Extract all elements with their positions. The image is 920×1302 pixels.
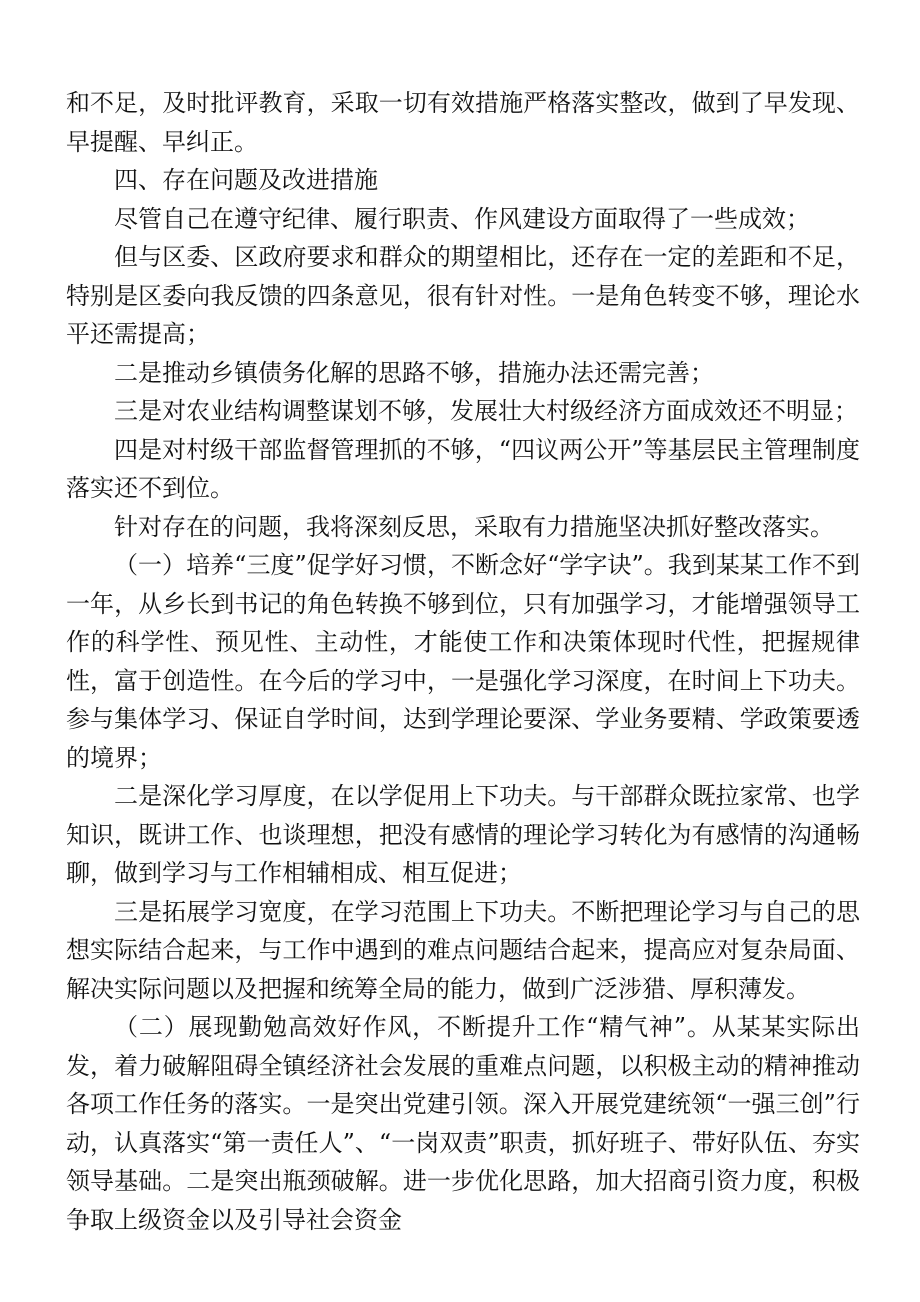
paragraph-subsection-1: （一）培养“三度”促学好习惯，不断念好“学字诀”。我到某某工作不到一年，从乡长到书记的角色转换不够到位，只有加强学习，才能增强领导工作的科学性、预见性、主动性，才能使工作和决策体现时代性，把握规律性，富于创造性。在今后的学习中，一是强化学习深度，在时间上下功夫。参与集体学习、保证自学时间，达到学理论要深、学业务要精、学政策要透的境界；	[66, 551, 860, 772]
paragraph: 二是推动乡镇债务化解的思路不够，措施办法还需完善；	[114, 358, 714, 387]
paragraph-continuation: 和不足，及时批评教育，采取一切有效措施严格落实整改，做到了早发现、早提醒、早纠正。	[66, 89, 860, 156]
paragraph: 四是对村级干部监督管理抓的不够，“四议两公开”等基层民主管理制度落实还不到位。	[66, 435, 860, 502]
paragraph: 针对存在的问题，我将深刻反思，采取有力措施坚决抓好整改落实。	[114, 512, 834, 541]
section-heading-problems-and-measures: 四、存在问题及改进措施	[114, 166, 378, 194]
paragraph: 二是深化学习厚度，在以学促用上下功夫。与干部群众既拉家常、也学知识，既讲工作、也谈理想，把没有感情的理论学习转化为有感情的沟通畅聊，做到学习与工作相辅相成、相互促进；	[66, 782, 860, 887]
paragraph: 三是拓展学习宽度，在学习范围上下功夫。不断把理论学习与自己的思想实际结合起来，与工作中遇到的难点问题结合起来，提高应对复杂局面、解决实际问题以及把握和统筹全局的能力，做到广泛涉猎、厚积薄发。	[66, 897, 860, 1003]
paragraph: 但与区委、区政府要求和群众的期望相比，还存在一定的差距和不足，特别是区委向我反馈的四条意见，很有针对性。一是角色转变不够，理论水平还需提高；	[66, 243, 860, 348]
paragraph: 三是对农业结构调整谋划不够，发展壮大村级经济方面成效还不明显；	[114, 397, 858, 425]
paragraph: 尽管自己在遵守纪律、履行职责、作风建设方面取得了一些成效；	[114, 204, 810, 233]
paragraph-subsection-2: （二）展现勤勉高效好作风，不断提升工作“精气神”。从某某实际出发，着力破解阻碍全镇经济社会发展的重难点问题，以积极主动的精神推动各项工作任务的落实。一是突出党建引领。深入开展党建统领“一强三创”行动，认真落实“第一责任人”、“一岗双责”职责，抓好班子、带好队伍、夯实领导基础。二是突出瓶颈破解。进一步优化思路，加大招商引资力度，积极争取上级资金以及引导社会资金	[66, 1013, 860, 1234]
